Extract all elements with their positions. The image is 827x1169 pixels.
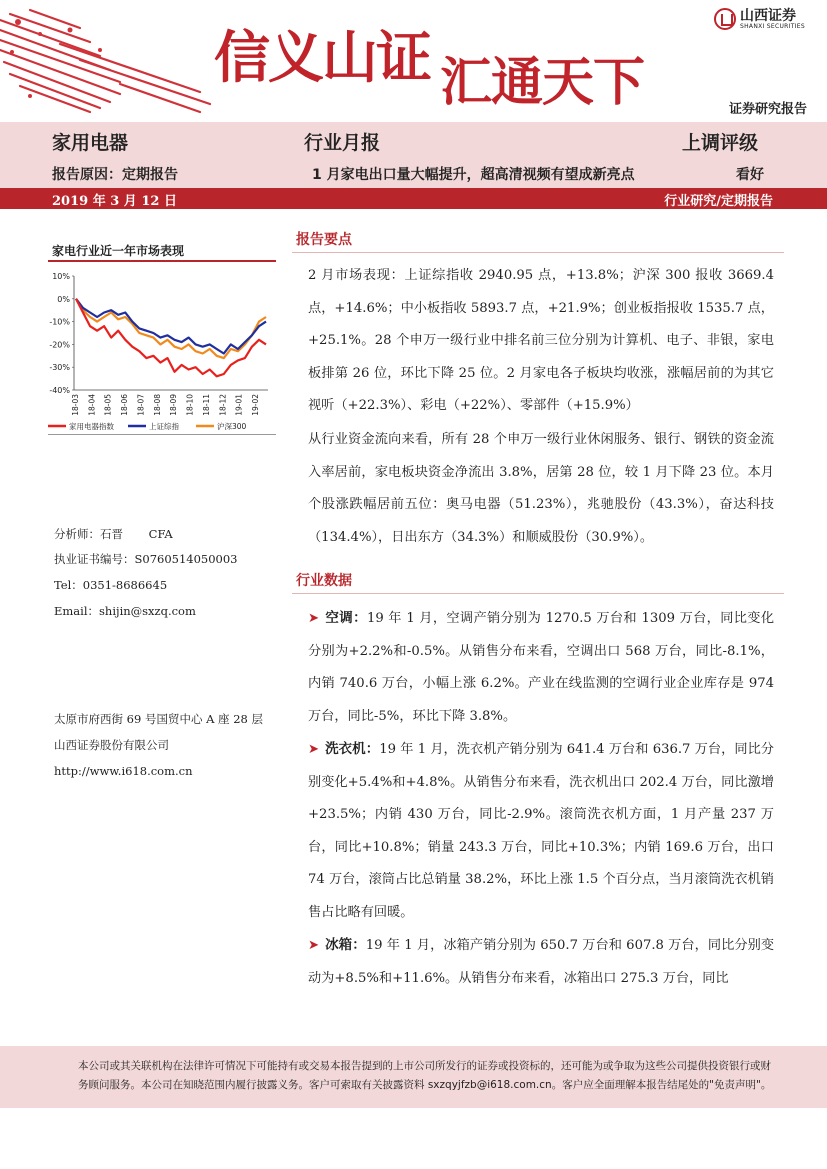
report-kind: 行业月报: [304, 132, 381, 154]
y-tick-label: -40%: [49, 386, 70, 395]
chart-title-rule: [48, 260, 276, 262]
item-label: 空调：: [325, 610, 367, 626]
report-headline: 1 月家电出口量大幅提升，超高清视频有望成新亮点: [312, 167, 635, 183]
x-tick-label: 18-08: [152, 394, 162, 416]
slogan-part-1: 信义山证: [214, 25, 430, 91]
analyst-tel: Tel：0351-8686645: [54, 578, 168, 592]
legend-label: 上证综指: [149, 422, 179, 431]
company-logo: [714, 8, 805, 30]
x-tick-label: 18-06: [120, 394, 130, 416]
report-date: 2019 年 3 月 12 日: [52, 194, 177, 209]
bullet-arrow-icon: ➤: [308, 611, 320, 626]
x-tick-label: 18-07: [136, 394, 146, 416]
date-bar: [0, 188, 827, 209]
report-info-band: [0, 122, 827, 188]
disclaimer-footer: [0, 1046, 827, 1108]
shanxi-securities-logo-icon: [714, 8, 736, 30]
disclaimer-line-2: 务顾问服务。本公司在知晓范围内履行披露义务。客户可索取有关披露资料 sxzqyjfzb@i618.com.cn。客户应全面理解本报告结尾处的"免责声明"。: [78, 1079, 772, 1091]
x-tick-label: 18-12: [218, 394, 228, 416]
report-reason: 报告原因：定期报告: [52, 167, 178, 183]
item-label: 冰箱：: [325, 937, 366, 953]
summary-section-title: 报告要点: [296, 232, 352, 248]
industry-rating: 看好: [736, 167, 764, 183]
company-address: 太原市府西街 69 号国贸中心 A 座 28 层: [54, 712, 264, 726]
disclaimer-line-1: 本公司或其关联机构在法律许可情况下可能持有或交易本报告提到的上市公司所发行的证券或投资标的，还可能为或争取为这些公司提供投资银行或财: [78, 1060, 771, 1072]
x-tick-label: 18-10: [185, 394, 195, 416]
y-tick-label: -30%: [49, 363, 70, 373]
bullet-arrow-icon: ➤: [308, 742, 320, 757]
item-text: 19 年 1 月，洗衣机产销分别为 641.4 万台和 636.7 万台，同比分别变化+5.4%和+4.8%。从销售分布来看，洗衣机出口 202.4 万台，同比激增+23.5%；内销 430 万台，同比-2.9%。滚筒洗衣机方面，1 月产量 237 万台，同比+10.8%；销量 243.3 万台，同比+10.3%；内销 169.6 万台，出口 74 万台，滚筒占比总销量 38.2%，环比上涨 1.5 个百分点，当月滚筒洗衣机销售占比略有回暖。: [308, 742, 774, 920]
y-tick-label: -20%: [49, 340, 70, 350]
x-tick-label: 18-05: [103, 394, 113, 416]
x-tick-label: 18-11: [201, 394, 211, 416]
x-tick-label: 18-04: [87, 394, 97, 416]
logo-english-name: SHANXI SECURITIES: [740, 22, 805, 30]
industry-item-aircon: [308, 602, 774, 733]
x-tick-label: 19-02: [251, 394, 260, 416]
header-banner: [0, 0, 827, 122]
legend-label: 沪深300: [217, 422, 247, 431]
y-tick-label: 10%: [52, 272, 70, 281]
item-label: 洗衣机：: [325, 741, 380, 757]
report-type-label: 证券研究报告: [728, 102, 807, 117]
analyst-cert: CFA: [148, 527, 173, 541]
industry-section-title: 行业数据: [296, 573, 352, 589]
industry-item-washer: [308, 733, 774, 929]
industry-section-rule: [292, 593, 784, 594]
logo-chinese-name: 山西证券: [740, 7, 796, 24]
rating-change: 上调评级: [682, 132, 759, 154]
summary-section-rule: [292, 252, 784, 253]
chart-title: 家电行业近一年市场表现: [52, 244, 185, 258]
slogan-part-2: 汇通天下: [440, 52, 645, 113]
analyst-license: 执业证书编号：S0760514050003: [54, 552, 238, 566]
bullet-arrow-icon: ➤: [308, 938, 320, 953]
summary-paragraph-2: 从行业资金流向来看，所有 28 个申万一级行业休闲服务、银行、钢铁的资金流入率居前，家电板块资金净流出 3.8%，居第 28 位，较 1 月下降 23 位。本月个股涨跌幅居前五位：奥马电器（51.23%），兆驰股份（43.3%），奋达科技（134.4%），日出东方（34.3%）和顺威股份（30.9%）。: [308, 432, 774, 545]
legend-label: 家用电器指数: [69, 422, 114, 431]
analyst-name: 分析师：石晋: [54, 527, 123, 541]
company-name: 山西证券股份有限公司: [54, 738, 169, 752]
y-tick-label: -10%: [49, 317, 70, 327]
company-website-link[interactable]: http://www.i618.com.cn: [54, 764, 193, 778]
x-tick-label: 18-09: [169, 394, 179, 416]
y-tick-label: 0%: [57, 294, 70, 304]
item-text: 19 年 1 月，冰箱产销分别为 650.7 万台和 607.8 万台，同比分别变动为+8.5%和+11.6%。从销售分布来看，冰箱出口 275.3 万台，同比: [308, 938, 775, 986]
report-category: 行业研究/定期报告: [664, 194, 773, 209]
chart-bottom-rule: [48, 434, 276, 435]
summary-paragraph-1: 2 月市场表现：上证综指收 2940.95 点，+13.8%；沪深 300 报收 3669.4 点，+14.6%；中小板指收 5893.7 点，+21.9%；创业板指报收 1535.7 点，+25.1%。28 个申万一级行业中排名前三位分别为计算机、电子、非银，家电板排第 26 位，环比下降 25 位。2 月家电各子板块均收涨，涨幅居前的为其它视听（+22.3%）、彩电（+22%）、零部件（+15.9%）: [308, 268, 774, 413]
analyst-email[interactable]: Email：shijin@sxzq.com: [54, 604, 196, 618]
item-text: 19 年 1 月，空调产销分别为 1270.5 万台和 1309 万台，同比变化分别为+2.2%和-0.5%。从销售分布来看，空调出口 568 万台，同比-8.1%，内销 740.6 万台，小幅上涨 6.2%。产业在线监测的空调行业企业库存是 974 万台，同比-5%，环比下降 3.8%。: [308, 611, 775, 724]
analyst-name-line: [54, 526, 173, 542]
x-tick-label: 18-03: [71, 394, 80, 416]
industry-name: 家用电器: [52, 132, 129, 154]
industry-item-fridge: [308, 929, 774, 995]
x-tick-label: 19-01: [234, 394, 244, 416]
market-performance-chart: [44, 264, 276, 434]
